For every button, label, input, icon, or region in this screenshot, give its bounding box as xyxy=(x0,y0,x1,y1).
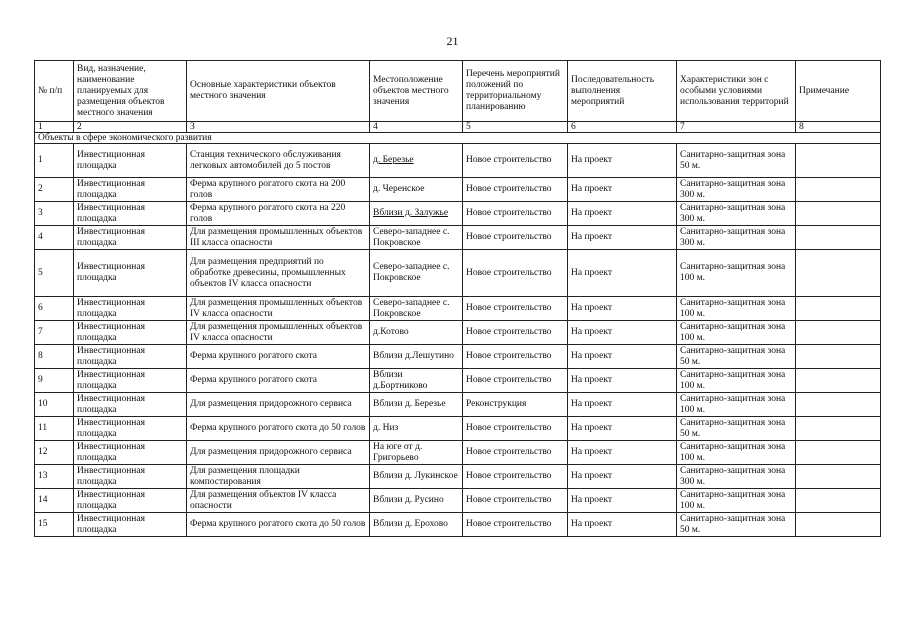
object-characteristics: Ферма крупного рогатого скота на 200 голов xyxy=(187,178,370,202)
planning-measures: Новое строительство xyxy=(463,321,568,345)
planning-measures: Новое строительство xyxy=(463,250,568,297)
zone-characteristics: Санитарно-защитная зона 100 м. xyxy=(677,321,796,345)
table-row xyxy=(35,226,881,250)
planning-measures: Новое строительство xyxy=(463,178,568,202)
header-sequence: Последовательность выполнения мероприятий xyxy=(568,61,677,122)
table-row xyxy=(35,297,881,321)
header-row xyxy=(35,61,881,122)
object-characteristics: Для размещения объектов IV класса опасности xyxy=(187,489,370,513)
column-number: 3 xyxy=(187,122,370,133)
row-note xyxy=(796,369,881,393)
page-number: 21 xyxy=(446,34,459,48)
row-note xyxy=(796,465,881,489)
zone-characteristics: Санитарно-защитная зона 300 м. xyxy=(677,178,796,202)
row-number: 7 xyxy=(35,321,74,345)
planning-table xyxy=(34,60,881,537)
object-characteristics: Для размещения придорожного сервиса xyxy=(187,441,370,465)
table-row xyxy=(35,369,881,393)
row-number: 1 xyxy=(35,144,74,178)
table-row xyxy=(35,465,881,489)
planning-measures: Новое строительство xyxy=(463,465,568,489)
table-row xyxy=(35,513,881,537)
object-location: Вблизи д.Лешутино xyxy=(370,345,463,369)
row-note xyxy=(796,297,881,321)
planning-measures: Новое строительство xyxy=(463,369,568,393)
execution-sequence: На проект xyxy=(568,345,677,369)
row-note xyxy=(796,321,881,345)
row-number: 4 xyxy=(35,226,74,250)
table-row xyxy=(35,144,881,178)
zone-characteristics: Санитарно-защитная зона 300 м. xyxy=(677,226,796,250)
object-characteristics: Ферма крупного рогатого скота xyxy=(187,345,370,369)
zone-characteristics: Санитарно-защитная зона 50 м. xyxy=(677,417,796,441)
zone-characteristics: Санитарно-защитная зона 300 м. xyxy=(677,202,796,226)
execution-sequence: На проект xyxy=(568,441,677,465)
header-measures: Перечень мероприятий положений по территориальному планированию xyxy=(463,61,568,122)
header-location: Местоположение объектов местного значения xyxy=(370,61,463,122)
zone-characteristics: Санитарно-защитная зона 50 м. xyxy=(677,144,796,178)
zone-characteristics: Санитарно-защитная зона 100 м. xyxy=(677,297,796,321)
object-type: Инвестиционная площадка xyxy=(74,393,187,417)
row-note xyxy=(796,393,881,417)
object-location: д. Низ xyxy=(370,417,463,441)
planning-measures: Новое строительство xyxy=(463,513,568,537)
row-note xyxy=(796,489,881,513)
object-characteristics: Для размещения промышленных объектов IV класса опасности xyxy=(187,297,370,321)
execution-sequence: На проект xyxy=(568,226,677,250)
object-characteristics: Для размещения площадки компостирования xyxy=(187,465,370,489)
row-number: 5 xyxy=(35,250,74,297)
object-location: Северо-западнее с. Покровское xyxy=(370,250,463,297)
column-number: 6 xyxy=(568,122,677,133)
object-type: Инвестиционная площадка xyxy=(74,369,187,393)
table-row xyxy=(35,202,881,226)
object-location: д.Котово xyxy=(370,321,463,345)
column-number: 1 xyxy=(35,122,74,133)
row-number: 11 xyxy=(35,417,74,441)
zone-characteristics: Санитарно-защитная зона 100 м. xyxy=(677,489,796,513)
object-characteristics: Для размещения промышленных объектов III класса опасности xyxy=(187,226,370,250)
row-note xyxy=(796,417,881,441)
execution-sequence: На проект xyxy=(568,369,677,393)
row-note xyxy=(796,178,881,202)
zone-characteristics: Санитарно-защитная зона 50 м. xyxy=(677,513,796,537)
row-number: 14 xyxy=(35,489,74,513)
row-number: 9 xyxy=(35,369,74,393)
zone-characteristics: Санитарно-защитная зона 100 м. xyxy=(677,441,796,465)
table-row xyxy=(35,489,881,513)
object-location: Вблизи д. Залужье xyxy=(370,202,463,226)
execution-sequence: На проект xyxy=(568,417,677,441)
object-type: Инвестиционная площадка xyxy=(74,513,187,537)
column-number: 4 xyxy=(370,122,463,133)
row-note xyxy=(796,513,881,537)
execution-sequence: На проект xyxy=(568,513,677,537)
header-type: Вид, назначение, наименование планируемых для размещения объектов местного значения xyxy=(74,61,187,122)
object-characteristics: Ферма крупного рогатого скота xyxy=(187,369,370,393)
table-row xyxy=(35,321,881,345)
table-row xyxy=(35,250,881,297)
execution-sequence: На проект xyxy=(568,144,677,178)
section-row xyxy=(35,133,881,144)
row-note xyxy=(796,441,881,465)
zone-characteristics: Санитарно-защитная зона 50 м. xyxy=(677,345,796,369)
zone-characteristics: Санитарно-защитная зона 100 м. xyxy=(677,369,796,393)
planning-measures: Новое строительство xyxy=(463,489,568,513)
header-num: № п/п xyxy=(35,61,74,122)
column-number: 2 xyxy=(74,122,187,133)
table-row xyxy=(35,441,881,465)
row-number: 8 xyxy=(35,345,74,369)
execution-sequence: На проект xyxy=(568,465,677,489)
row-note xyxy=(796,345,881,369)
table-row xyxy=(35,178,881,202)
header-note: Примечание xyxy=(796,61,881,122)
object-location: Вблизи д. Ерохово xyxy=(370,513,463,537)
header-zones: Характеристики зон с особыми условиями использования территорий xyxy=(677,61,796,122)
execution-sequence: На проект xyxy=(568,250,677,297)
header-characteristics: Основные характеристики объектов местного значения xyxy=(187,61,370,122)
object-type: Инвестиционная площадка xyxy=(74,250,187,297)
planning-measures: Новое строительство xyxy=(463,297,568,321)
row-number: 15 xyxy=(35,513,74,537)
row-number: 6 xyxy=(35,297,74,321)
row-note xyxy=(796,226,881,250)
planning-measures: Новое строительство xyxy=(463,441,568,465)
object-characteristics: Станция технического обслуживания легковых автомобилей до 5 постов xyxy=(187,144,370,178)
object-location: д. Черенское xyxy=(370,178,463,202)
execution-sequence: На проект xyxy=(568,393,677,417)
zone-characteristics: Санитарно-защитная зона 300 м. xyxy=(677,465,796,489)
row-number: 12 xyxy=(35,441,74,465)
planning-measures: Новое строительство xyxy=(463,226,568,250)
object-location: Вблизи д. Русино xyxy=(370,489,463,513)
object-location: Северо-западнее с. Покровское xyxy=(370,297,463,321)
table-row xyxy=(35,345,881,369)
table-row xyxy=(35,417,881,441)
planning-measures: Новое строительство xyxy=(463,202,568,226)
row-note xyxy=(796,250,881,297)
object-location: Вблизи д.Бортниково xyxy=(370,369,463,393)
object-location: На юге от д. Григорьево xyxy=(370,441,463,465)
object-type: Инвестиционная площадка xyxy=(74,417,187,441)
column-number-row xyxy=(35,122,881,133)
object-type: Инвестиционная площадка xyxy=(74,226,187,250)
object-type: Инвестиционная площадка xyxy=(74,489,187,513)
planning-measures: Новое строительство xyxy=(463,345,568,369)
execution-sequence: На проект xyxy=(568,202,677,226)
object-type: Инвестиционная площадка xyxy=(74,202,187,226)
object-characteristics: Для размещения придорожного сервиса xyxy=(187,393,370,417)
object-characteristics: Для размещения предприятий по обработке древесины, промышленных объектов IV класса опасности xyxy=(187,250,370,297)
row-number: 13 xyxy=(35,465,74,489)
object-type: Инвестиционная площадка xyxy=(74,465,187,489)
planning-measures: Новое строительство xyxy=(463,144,568,178)
row-note xyxy=(796,202,881,226)
object-type: Инвестиционная площадка xyxy=(74,144,187,178)
object-type: Инвестиционная площадка xyxy=(74,441,187,465)
object-characteristics: Для размещения промышленных объектов IV класса опасности xyxy=(187,321,370,345)
section-title: Объекты в сфере экономического развития xyxy=(35,133,881,144)
execution-sequence: На проект xyxy=(568,178,677,202)
column-number: 5 xyxy=(463,122,568,133)
planning-measures: Новое строительство xyxy=(463,417,568,441)
row-number: 3 xyxy=(35,202,74,226)
column-number: 7 xyxy=(677,122,796,133)
zone-characteristics: Санитарно-защитная зона 100 м. xyxy=(677,250,796,297)
object-type: Инвестиционная площадка xyxy=(74,297,187,321)
object-characteristics: Ферма крупного рогатого скота до 50 голов xyxy=(187,513,370,537)
row-note xyxy=(796,144,881,178)
execution-sequence: На проект xyxy=(568,489,677,513)
object-location: Северо-западнее с. Покровское xyxy=(370,226,463,250)
object-type: Инвестиционная площадка xyxy=(74,178,187,202)
execution-sequence: На проект xyxy=(568,321,677,345)
row-number: 2 xyxy=(35,178,74,202)
object-location: Вблизи д. Березье xyxy=(370,393,463,417)
zone-characteristics: Санитарно-защитная зона 100 м. xyxy=(677,393,796,417)
object-characteristics: Ферма крупного рогатого скота до 50 голов xyxy=(187,417,370,441)
table-row xyxy=(35,393,881,417)
object-location: Вблизи д. Лукинское xyxy=(370,465,463,489)
object-type: Инвестиционная площадка xyxy=(74,345,187,369)
column-number: 8 xyxy=(796,122,881,133)
row-number: 10 xyxy=(35,393,74,417)
object-characteristics: Ферма крупного рогатого скота на 220 голов xyxy=(187,202,370,226)
object-type: Инвестиционная площадка xyxy=(74,321,187,345)
planning-measures: Реконструкция xyxy=(463,393,568,417)
object-location: д. Березье xyxy=(370,144,463,178)
execution-sequence: На проект xyxy=(568,297,677,321)
